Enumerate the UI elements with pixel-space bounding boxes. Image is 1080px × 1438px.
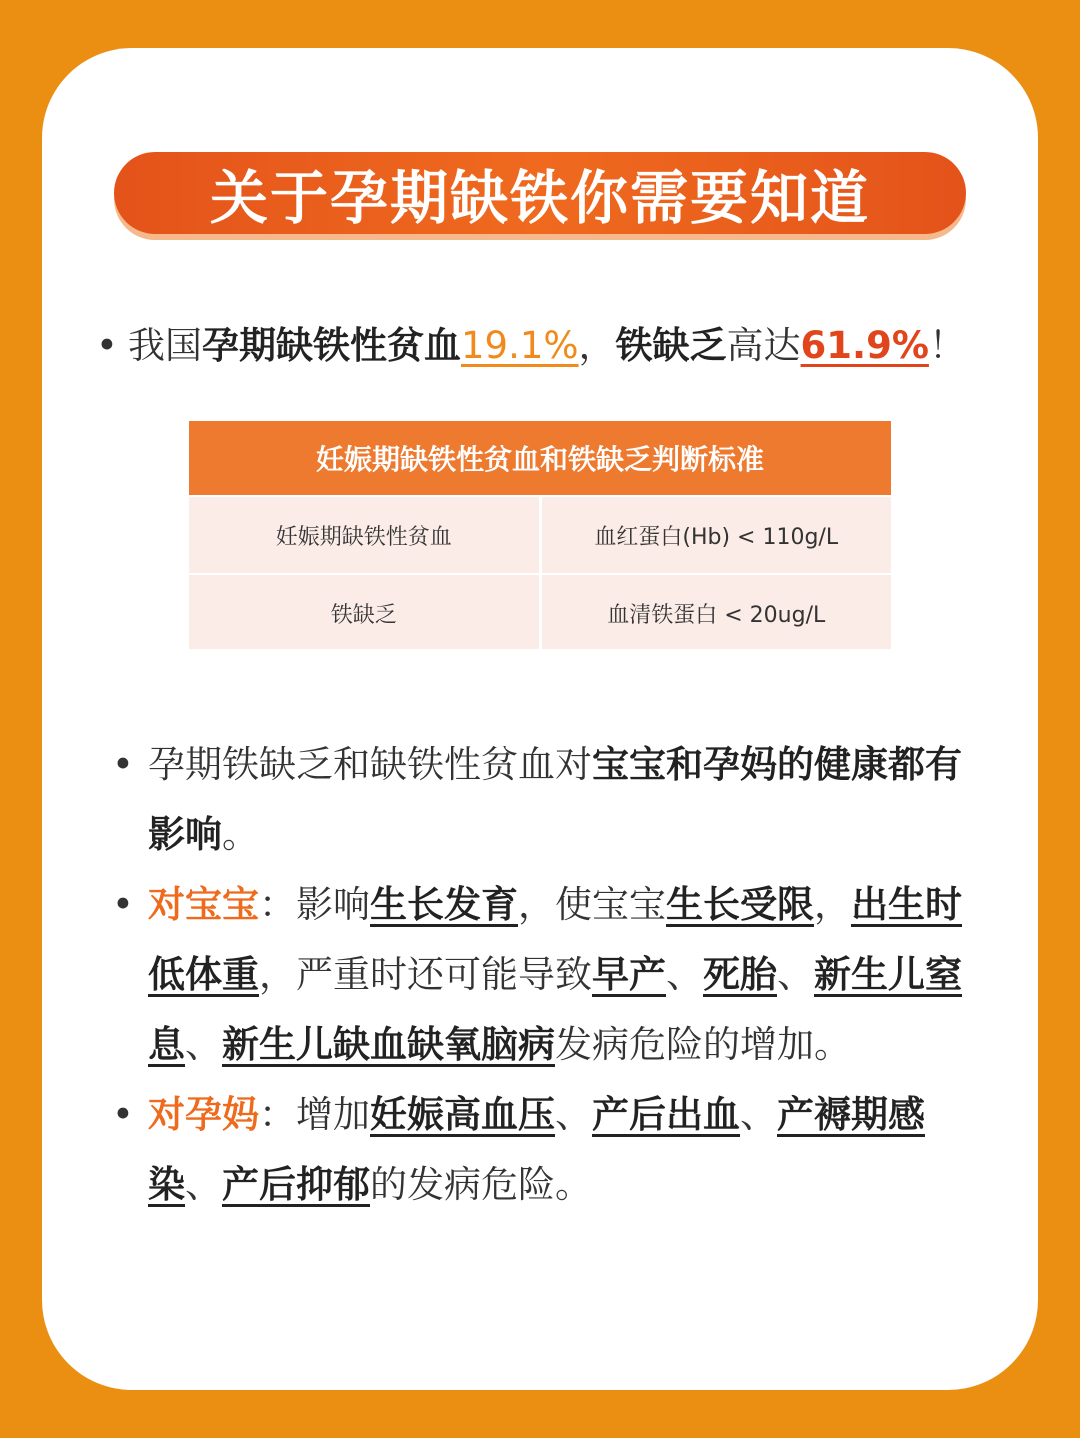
points-list bbox=[112, 730, 992, 1220]
bullet: • bbox=[112, 743, 134, 786]
deficiency-rate: 61.9% bbox=[800, 324, 929, 367]
intro-line: • 我国孕期缺铁性贫血19.1%，铁缺乏高达61.9%！ bbox=[96, 324, 966, 367]
list-item: • 孕期铁缺乏和缺铁性贫血对宝宝和孕妈的健康都有影响。 bbox=[112, 730, 992, 870]
table-cell: 妊娠期缺铁性贫血 bbox=[189, 497, 542, 573]
bullet: • bbox=[96, 324, 118, 367]
table-cell: 血红蛋白(Hb) < 110g/L bbox=[594, 524, 839, 550]
mom-label: 对孕妈 bbox=[148, 1093, 259, 1136]
table-header: 妊娠期缺铁性贫血和铁缺乏判断标准 bbox=[189, 421, 891, 495]
bullet: • bbox=[112, 883, 134, 926]
list-item: • 对宝宝：影响生长发育，使宝宝生长受限，出生时低体重，严重时还可能导致早产、死胎、新生儿窒息、新生儿缺血缺氧脑病发病危险的增加。 bbox=[112, 870, 992, 1080]
baby-label: 对宝宝 bbox=[148, 883, 259, 926]
criteria-table bbox=[189, 421, 891, 649]
table-cell: 铁缺乏 bbox=[189, 575, 542, 651]
anemia-rate: 19.1% bbox=[461, 324, 579, 367]
bullet: • bbox=[112, 1093, 134, 1136]
page-title: 关于孕期缺铁你需要知道 bbox=[114, 152, 966, 234]
table-row bbox=[189, 495, 891, 573]
list-item: • 对孕妈：增加妊娠高血压、产后出血、产褥期感染、产后抑郁的发病危险。 bbox=[112, 1080, 992, 1220]
table-row bbox=[189, 573, 891, 651]
table-cell: 血清铁蛋白 < 20ug/L bbox=[607, 602, 826, 628]
